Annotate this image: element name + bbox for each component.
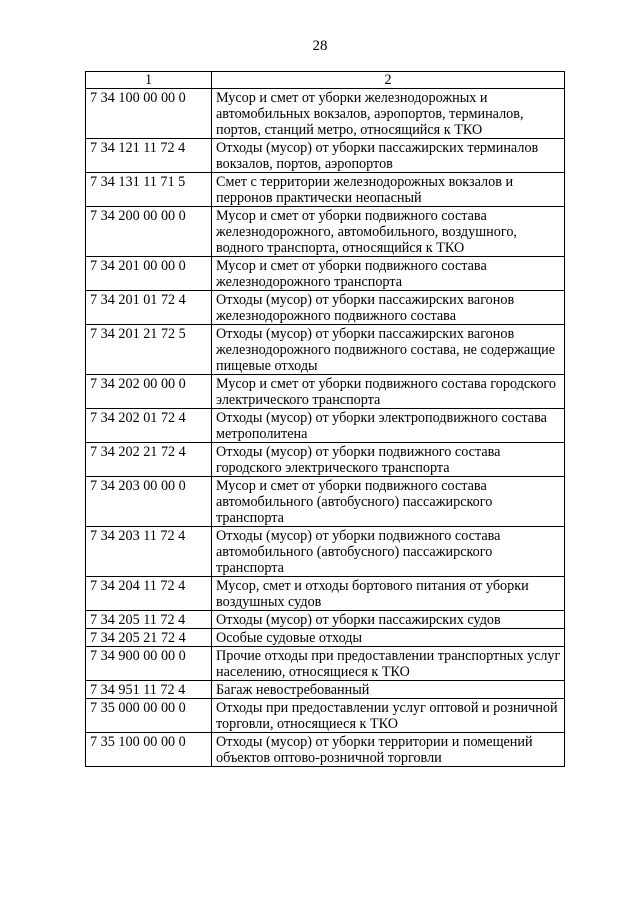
waste-code: 7 34 951 11 72 4 (86, 681, 212, 699)
waste-code: 7 34 202 00 00 0 (86, 375, 212, 409)
table-row (86, 477, 565, 527)
waste-description: Отходы (мусор) от уборки пассажирских вагонов железнодорожного подвижного состава, не содержащие пищевые отходы (212, 325, 565, 375)
table-row (86, 325, 565, 375)
table-row (86, 629, 565, 647)
table-row (86, 291, 565, 325)
table-row (86, 527, 565, 577)
waste-code: 7 34 205 11 72 4 (86, 611, 212, 629)
waste-description: Отходы (мусор) от уборки подвижного состава автомобильного (автобусного) пассажирского транспорта (212, 527, 565, 577)
table-row (86, 375, 565, 409)
waste-code: 7 34 204 11 72 4 (86, 577, 212, 611)
table-row (86, 409, 565, 443)
waste-description: Багаж невостребованный (212, 681, 565, 699)
waste-code: 7 34 205 21 72 4 (86, 629, 212, 647)
table-row (86, 647, 565, 681)
table-row (86, 257, 565, 291)
waste-description: Прочие отходы при предоставлении транспортных услуг населению, относящиеся к ТКО (212, 647, 565, 681)
waste-description: Мусор, смет и отходы бортового питания от уборки воздушных судов (212, 577, 565, 611)
waste-description: Отходы (мусор) от уборки пассажирских судов (212, 611, 565, 629)
waste-description: Отходы (мусор) от уборки подвижного состава городского электрического транспорта (212, 443, 565, 477)
table-row (86, 89, 565, 139)
waste-code: 7 34 131 11 71 5 (86, 173, 212, 207)
table-row (86, 577, 565, 611)
waste-code: 7 35 000 00 00 0 (86, 699, 212, 733)
table-row (86, 733, 565, 767)
waste-code: 7 34 100 00 00 0 (86, 89, 212, 139)
waste-code: 7 34 201 21 72 5 (86, 325, 212, 375)
waste-code: 7 34 201 00 00 0 (86, 257, 212, 291)
table-row (86, 681, 565, 699)
waste-description: Мусор и смет от уборки железнодорожных и автомобильных вокзалов, аэропортов, терминалов, портов, станций метро, относящийся к ТКО (212, 89, 565, 139)
waste-code: 7 35 100 00 00 0 (86, 733, 212, 767)
table-row (86, 207, 565, 257)
waste-code: 7 34 202 01 72 4 (86, 409, 212, 443)
waste-description: Отходы (мусор) от уборки территории и помещений объектов оптово-розничной торговли (212, 733, 565, 767)
waste-code: 7 34 121 11 72 4 (86, 139, 212, 173)
waste-code: 7 34 201 01 72 4 (86, 291, 212, 325)
waste-code: 7 34 203 11 72 4 (86, 527, 212, 577)
column-header-code: 1 (86, 72, 212, 89)
waste-code: 7 34 202 21 72 4 (86, 443, 212, 477)
waste-description: Мусор и смет от уборки подвижного состава железнодорожного, автомобильного, воздушного, водного транспорта, относящийся к ТКО (212, 207, 565, 257)
waste-code: 7 34 900 00 00 0 (86, 647, 212, 681)
waste-description: Мусор и смет от уборки подвижного состава городского электрического транспорта (212, 375, 565, 409)
table-row (86, 443, 565, 477)
table-header-row (86, 72, 565, 89)
waste-description: Отходы при предоставлении услуг оптовой и розничной торговли, относящиеся к ТКО (212, 699, 565, 733)
waste-code: 7 34 200 00 00 0 (86, 207, 212, 257)
waste-code-table (85, 71, 565, 767)
waste-description: Отходы (мусор) от уборки пассажирских вагонов железнодорожного подвижного состава (212, 291, 565, 325)
table-row (86, 611, 565, 629)
waste-description: Мусор и смет от уборки подвижного состава автомобильного (автобусного) пассажирского транспорта (212, 477, 565, 527)
waste-code: 7 34 203 00 00 0 (86, 477, 212, 527)
column-header-description: 2 (212, 72, 565, 89)
table-row (86, 173, 565, 207)
waste-description: Мусор и смет от уборки подвижного состава железнодорожного транспорта (212, 257, 565, 291)
waste-description: Смет с территории железнодорожных вокзалов и перронов практически неопасный (212, 173, 565, 207)
table-row (86, 139, 565, 173)
table-row (86, 699, 565, 733)
waste-description: Отходы (мусор) от уборки пассажирских терминалов вокзалов, портов, аэропортов (212, 139, 565, 173)
page-number: 28 (312, 38, 328, 54)
waste-description: Отходы (мусор) от уборки электроподвижного состава метрополитена (212, 409, 565, 443)
waste-description: Особые судовые отходы (212, 629, 565, 647)
